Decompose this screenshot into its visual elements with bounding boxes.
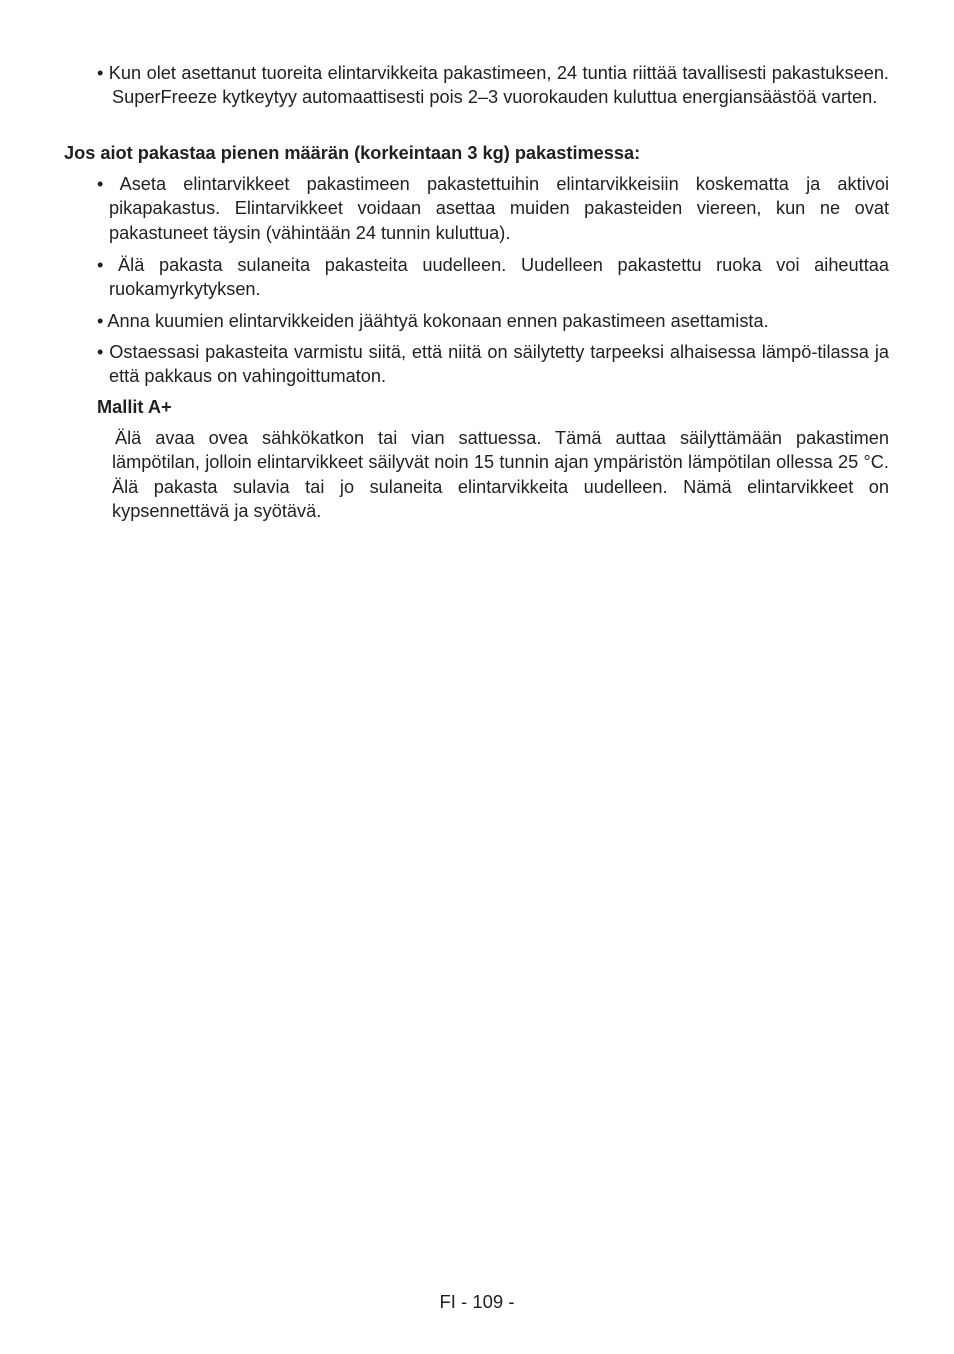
bullet-place-food: • Aseta elintarvikkeet pakastimeen pakastettuihin elintarvikkeisiin koskematta ja aktivoi pikapakastus. Elintarvikkeet voidaan asettaa muiden pakasteiden viereen, kun ne ovat pakastuneet täysin (vähintään 24 tunnin kuluttua). — [97, 174, 889, 243]
page-number: FI - 109 - — [439, 1291, 515, 1312]
section-heading: Jos aiot pakastaa pienen määrän (korkeintaan 3 kg) pakastimessa: — [64, 143, 641, 163]
bullet-do-not-refreeze: • Älä pakasta sulaneita pakasteita uudelleen. Uudelleen pakastettu ruoka voi aiheuttaa ruokamyrkytyksen. — [97, 255, 889, 300]
bullet-superfreeze: • Kun olet asettanut tuoreita elintarvikkeita pakastimeen, 24 tuntia riittää tavallisesti pakastukseen. SuperFreeze kytkeytyy automaattisesti pois 2–3 vuorokauden kuluttua energiansäästöä varten. — [97, 63, 889, 108]
models-heading: Mallit A+ — [97, 397, 172, 417]
bullet-cool-food: • Anna kuumien elintarvikkeiden jäähtyä kokonaan ennen pakastimeen asettamista. — [97, 311, 769, 331]
models-paragraph: Älä avaa ovea sähkökatkon tai vian sattuessa. Tämä auttaa säilyttämään pakastimen lämpötilan, jolloin elintarvikkeet säilyvät noin 15 tunnin ajan ympäristön lämpötilan ollessa 25 °C. Älä pakasta sulavia tai jo sulaneita elintarvikkeita uudelleen. Nämä elintarvikkeet on kypsennettävä ja syötävä. — [112, 428, 889, 522]
bullet-buying-frozen: • Ostaessasi pakasteita varmistu siitä, että niitä on säilytetty tarpeeksi alhaisessa lämpö-tilassa ja että pakkaus on vahingoittumaton. — [97, 342, 889, 387]
